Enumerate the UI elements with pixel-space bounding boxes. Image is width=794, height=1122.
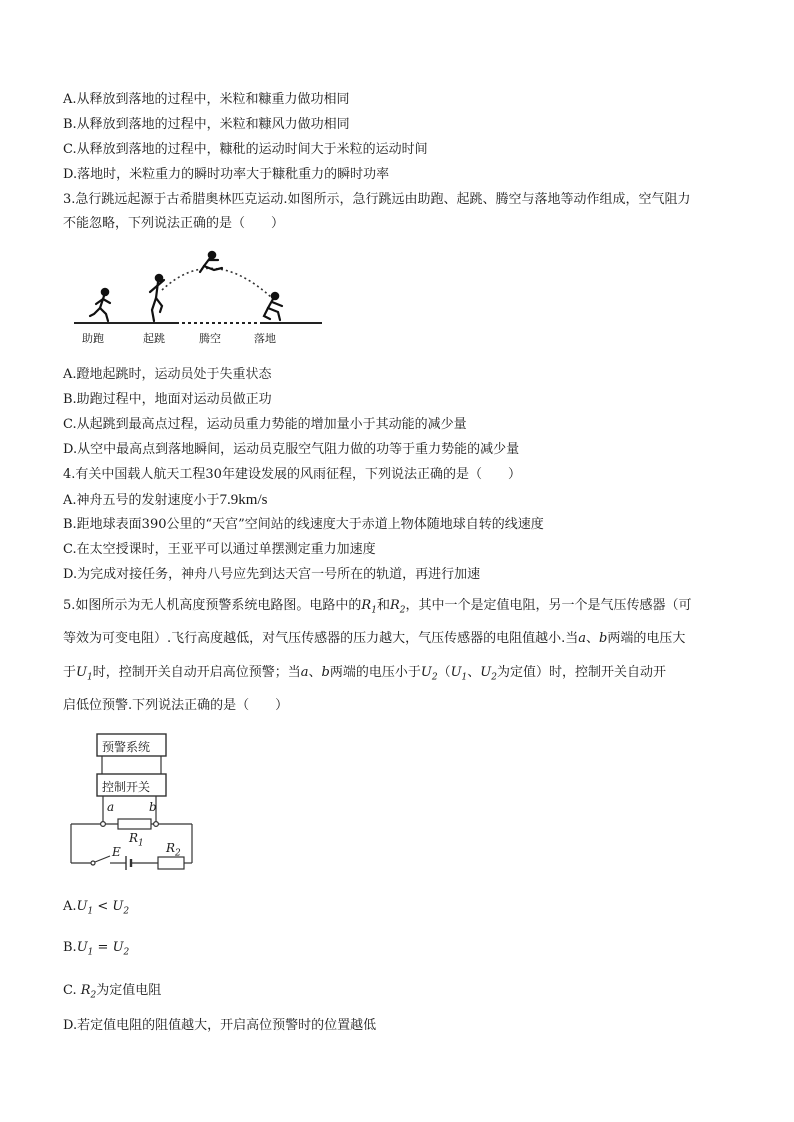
q3-stem-line1: 3.急行跳远起源于古希腊奥林匹克运动.如图所示，急行跳远由助跑、起跳、腾空与落地等动作组成，空气阻力 [63, 192, 691, 207]
q5-stem-part: 5.如图所示为无人机高度预警系统电路图。电路中的 [63, 598, 362, 613]
q5-stem-part: 和 [376, 598, 390, 613]
figure-label-airborne: 腾空 [199, 332, 221, 345]
runner-figure [90, 289, 110, 321]
q4-option-c: C.在太空授课时，王亚平可以通过单摆测定重力加速度 [63, 542, 376, 557]
q5-stem-part: ，其中一个是定值电阻，另一个是气压传感器（可 [405, 598, 692, 613]
figure-label-takeoff: 起跳 [143, 332, 165, 345]
var-u2: $U_2$ [112, 940, 130, 958]
q3-option-a: A.蹬地起跳时，运动员处于失重状态 [63, 367, 272, 382]
var-r1: $R_1$ [361, 598, 377, 616]
q3-stem-line2: 不能忽略，下列说法正确的是（ ） [63, 216, 285, 231]
q5-stem-line3: 于$U_1$时，控制开关自动开启高位预警；当a、b两端的电压小于$U_2(U_1$、$U_2$为定值）时，控制开关自动开 [63, 665, 667, 683]
var-u2: $U_2$ [420, 665, 438, 683]
q3-option-b: B.助跑过程中，地面对运动员做正功 [63, 392, 272, 407]
q5-option-c: C. $R_2$为定值电阻 [63, 983, 162, 1001]
q4-option-d: D.为完成对接任务，神舟八号应先到达天宫一号所在的轨道，再进行加速 [63, 567, 481, 582]
q5-option-b: $B.U_1 = U_2$ [63, 940, 130, 958]
long-jump-figure [72, 248, 332, 350]
node-b-label: b [149, 800, 157, 814]
var-u1: $U_1$ [76, 940, 94, 958]
q2-option-a: A.从释放到落地的过程中，米粒和糠重力做功相同 [63, 92, 350, 107]
circuit-diagram [66, 728, 201, 873]
r1-label: $R_1$ [129, 831, 144, 849]
q3-option-c: C.从起跳到最高点过程，运动员重力势能的增加量小于其动能的减少量 [63, 417, 467, 432]
q5-stem-part: 等效为可变电阻）.飞行高度越低，对气压传感器的压力越大，气压传感器的电阻值越小.当 [63, 631, 579, 646]
q2-option-b: B.从释放到落地的过程中，米粒和糠风力做功相同 [63, 117, 350, 132]
q5-option-a: $A.U_1 < U_2$ [63, 899, 130, 917]
figure-label-landing: 落地 [254, 332, 276, 345]
var-u1: $U_1$ [76, 899, 94, 917]
q5-stem-line4: 启低位预警.下列说法正确的是（ ） [63, 698, 289, 713]
q5-stem-line1 [63, 597, 692, 620]
node-a-label: a [107, 800, 115, 814]
airborne-figure [200, 252, 222, 272]
figure-label-run-up: 助跑 [82, 332, 104, 345]
var-b: b [599, 631, 608, 646]
var-r2: $R_2$ [389, 598, 406, 616]
q5-stem-line2: 等效为可变电阻）.飞行高度越低，对气压传感器的压力越大，气压传感器的电阻值越小.当a、b两端的电压大 [63, 631, 686, 646]
r2-label: $R_2$ [166, 841, 181, 859]
q5-stem-part: 两端的电压大 [607, 631, 686, 646]
var-u1: $U_1$ [76, 665, 93, 683]
q4-option-a-text: A.神舟五号的发射速度小于 [63, 493, 220, 508]
warning-system-box: 预警系统 [102, 740, 151, 754]
q4-option-a-value: 7.9km/s [219, 492, 268, 508]
landing-figure [264, 293, 282, 320]
var-a: a [578, 631, 587, 646]
q4-option-b: B.距地球表面390公里的“天宫”空间站的线速度大于赤道上物体随地球自转的线速度 [63, 517, 544, 532]
control-switch-box: 控制开关 [102, 780, 151, 794]
takeoff-figure [150, 275, 164, 321]
emf-label: E [112, 845, 121, 859]
q3-option-d: D.从空中最高点到落地瞬间，运动员克服空气阻力做的功等于重力势能的减少量 [63, 442, 520, 457]
q4-stem: 4.有关中国载人航天工程30年建设发展的风雨征程，下列说法正确的是（ ） [63, 467, 521, 482]
var-u2: $U_2$ [112, 899, 130, 917]
var-r2: $R_2$ [80, 983, 97, 1001]
q2-option-c: C.从释放到落地的过程中，糠秕的运动时间大于米粒的运动时间 [63, 142, 428, 157]
q2-option-d: D.落地时，米粒重力的瞬时功率大于糠秕重力的瞬时功率 [63, 167, 390, 182]
q4-option-a [63, 491, 267, 510]
q5-option-d: D.若定值电阻的阻值越大，开启高位预警时的位置越低 [63, 1018, 377, 1033]
